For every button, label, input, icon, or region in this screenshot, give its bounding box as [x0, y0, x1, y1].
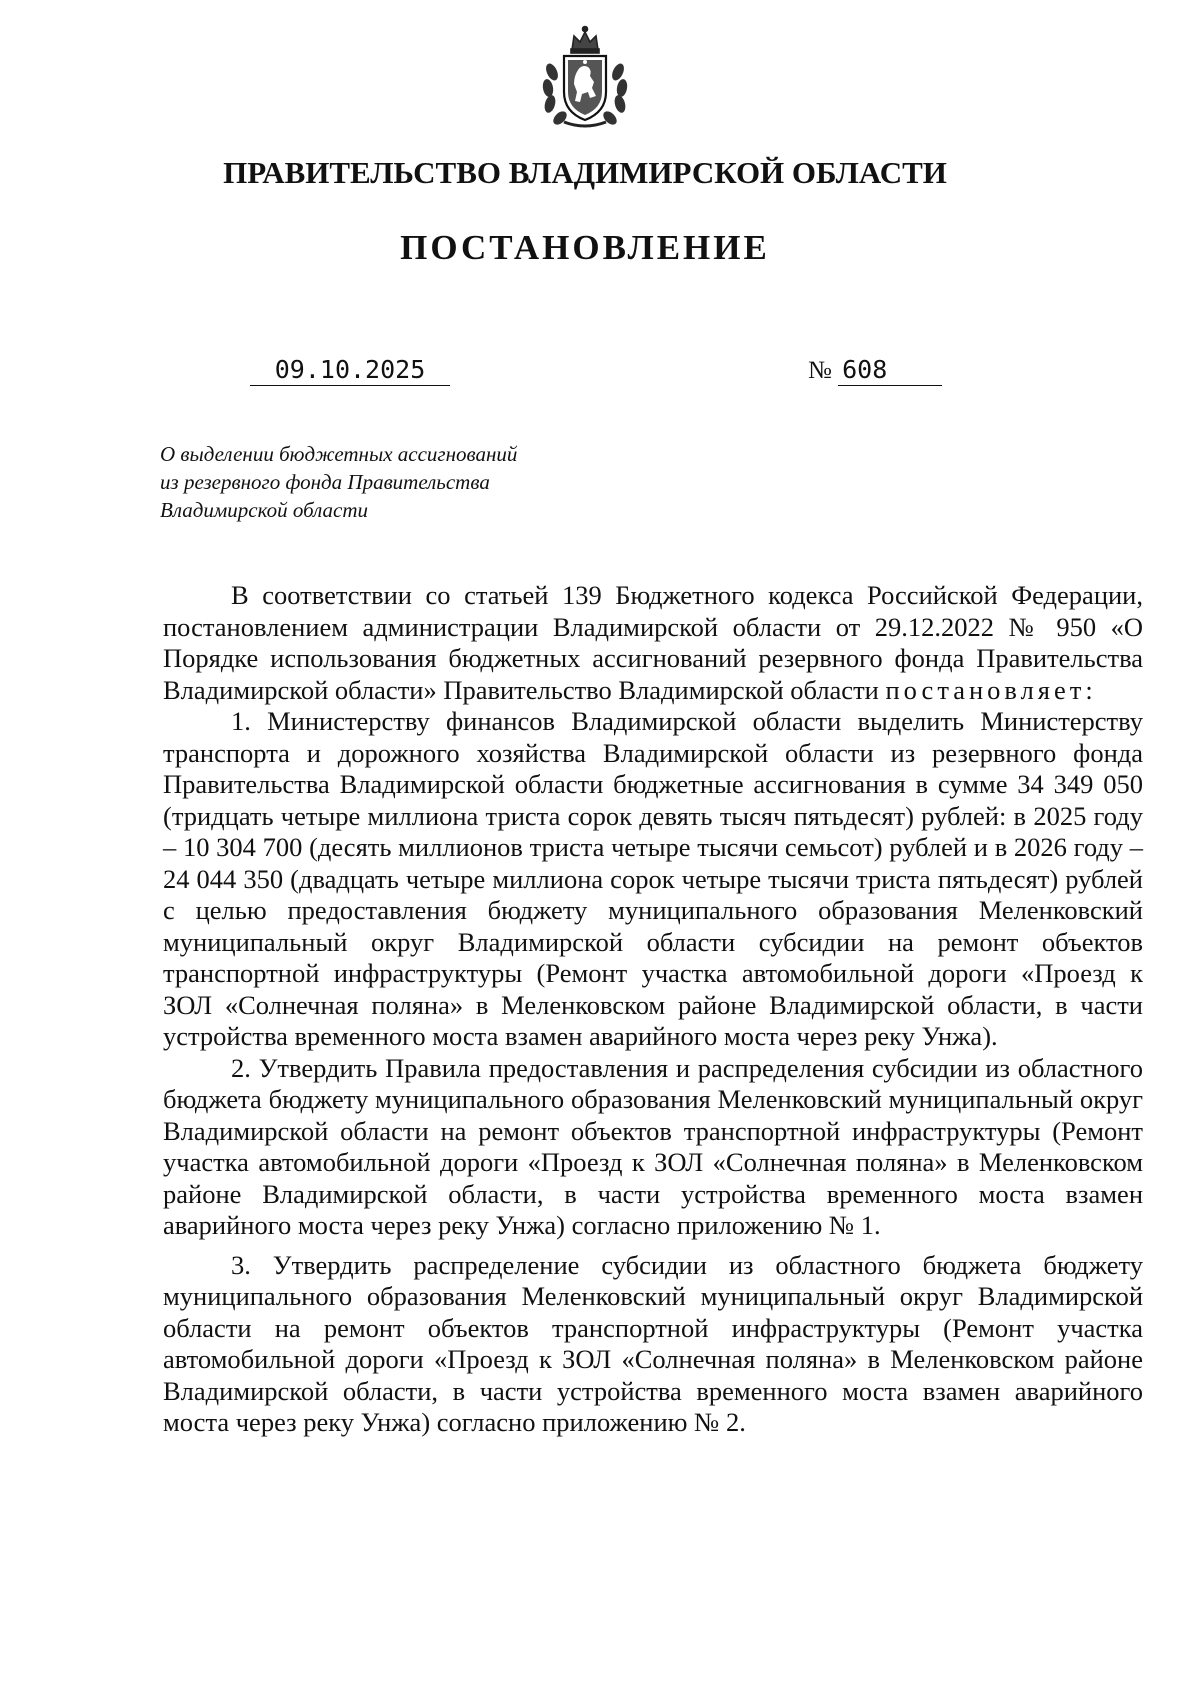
- subject-line: О выделении бюджетных ассигнований: [160, 442, 518, 466]
- document-date: 09.10.2025: [250, 355, 450, 386]
- number-sign: №: [808, 357, 832, 384]
- number-value: 608: [838, 355, 942, 386]
- coat-of-arms-icon: [530, 22, 640, 132]
- document-subject: [160, 440, 517, 524]
- preamble-verb: постановляет:: [885, 674, 1097, 705]
- subject-line: Владимирской области: [160, 498, 369, 522]
- preamble-text: В соответствии со статьей 139 Бюджетного кодекса Российской Федерации, постановлением администрации Владимирской области от 29.12.2022 № 950 «О Порядке использования бюджетных ассигнований резервного фонда Правительства Владимирской области» Правительство Владимирской области: [163, 580, 1143, 705]
- item-paragraph-2: 2. Утвердить Правила предоставления и распределения субсидии из областного бюджета бюджету муниципального образования Меленковский муниципальный округ Владимирской области на ремонт объектов транспортной инфраструктуры (Ремонт участка автомобильной дороги «Проезд к ЗОЛ «Солнечная поляна» в Меленковском районе Владимирской области, в части устройства временного моста взамен аварийного моста через реку Унжа) согласно приложению № 1.: [163, 1052, 1143, 1240]
- item-paragraph-3: 3. Утвердить распределение субсидии из областного бюджета бюджету муниципального образования Меленковский муниципальный округ Владимирской области на ремонт объектов транспортной инфраструктуры (Ремонт участка автомобильной дороги «Проезд к ЗОЛ «Солнечная поляна» в Меленковском районе Владимирской области, в части устройства временного моста взамен аварийного моста через реку Унжа) согласно приложению № 2.: [163, 1249, 1143, 1437]
- document-body: [163, 580, 1143, 1439]
- subject-line: из резервного фонда Правительства: [160, 470, 490, 494]
- organization-title: ПРАВИТЕЛЬСТВО ВЛАДИМИРСКОЙ ОБЛАСТИ: [223, 155, 947, 190]
- preamble-paragraph: [163, 580, 1143, 706]
- document-number: [808, 355, 942, 386]
- document-type-heading: ПОСТАНОВЛЕНИЕ: [400, 228, 770, 267]
- item-paragraph-1: 1. Министерству финансов Владимирской области выделить Министерству транспорта и дорожного хозяйства Владимирской области из резервного фонда Правительства Владимирской области бюджетные ассигнования в сумме 34 349 050 (тридцать четыре миллиона триста сорок девять тысяч пятьдесят) рублей: в 2025 году – 10 304 700 (десять миллионов триста четыре тысячи семьсот) рублей и в 2026 году – 24 044 350 (двадцать четыре миллиона сорок четыре тысячи триста пятьдесят) рублей с целью предоставления бюджету муниципального образования Меленковский муниципальный округ Владимирской области субсидии на ремонт объектов транспортной инфраструктуры (Ремонт участка автомобильной дороги «Проезд к ЗОЛ «Солнечная поляна» в Меленковском районе Владимирской области, в части устройства временного моста взамен аварийного моста через реку Унжа).: [163, 706, 1143, 1051]
